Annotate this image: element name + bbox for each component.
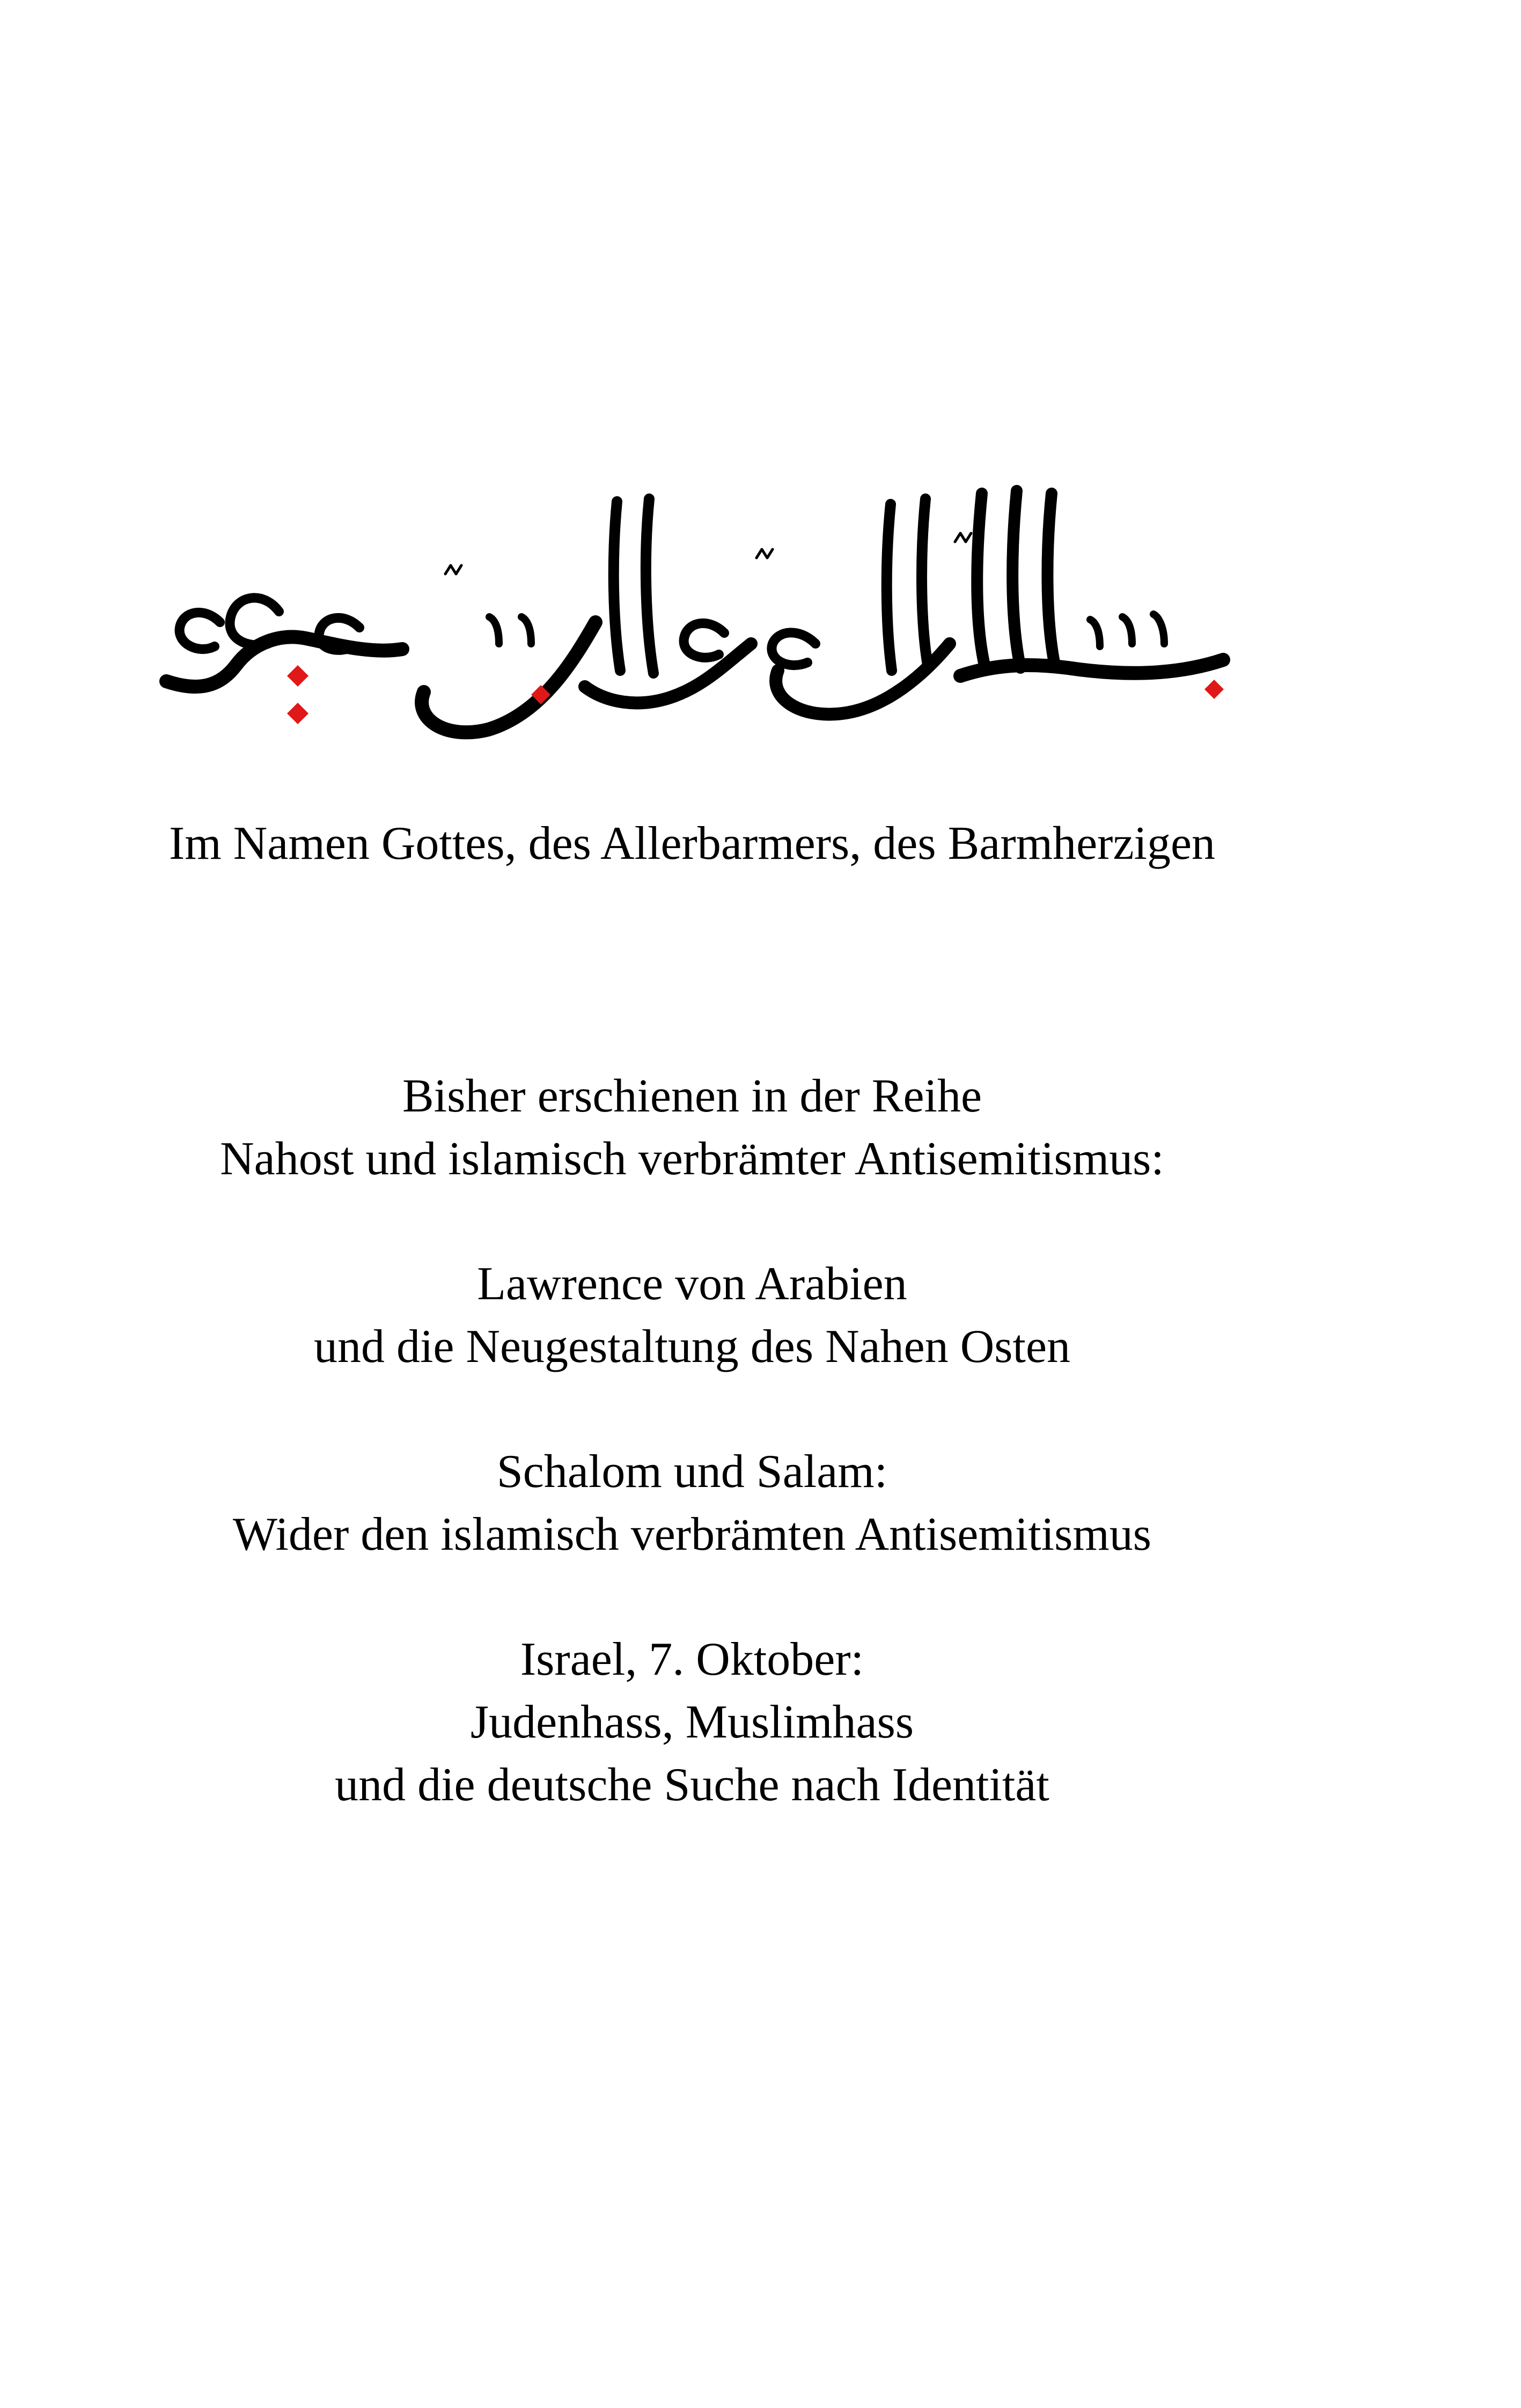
series-intro-line: Nahost und islamisch verbrämter Antisemitismus: bbox=[220, 1133, 1164, 1185]
book-title-entry bbox=[0, 1253, 1384, 1378]
series-intro bbox=[0, 1065, 1384, 1190]
book-title-line: Wider den islamisch verbrämten Antisemitismus bbox=[232, 1508, 1152, 1560]
book-title-line: Israel, 7. Oktober: bbox=[520, 1633, 864, 1685]
book-title-entry bbox=[0, 1440, 1384, 1566]
book-title-line: Schalom und Salam: bbox=[496, 1446, 888, 1498]
series-list bbox=[0, 1065, 1384, 1879]
series-intro-line: Bisher erschienen in der Reihe bbox=[402, 1070, 982, 1122]
book-title-entry bbox=[0, 1628, 1384, 1816]
basmala-calligraphy-drawing bbox=[156, 483, 1245, 762]
book-title-line: Lawrence von Arabien bbox=[477, 1258, 907, 1310]
book-title-line: und die Neugestaltung des Nahen Osten bbox=[313, 1321, 1071, 1373]
book-title-line: Judenhass, Muslimhass bbox=[470, 1696, 914, 1748]
basmala-calligraphy bbox=[156, 483, 1245, 762]
book-title-line: und die deutsche Suche nach Identität bbox=[335, 1759, 1049, 1811]
basmala-translation: Im Namen Gottes, des Allerbarmers, des Barmherzigen bbox=[168, 818, 1216, 870]
